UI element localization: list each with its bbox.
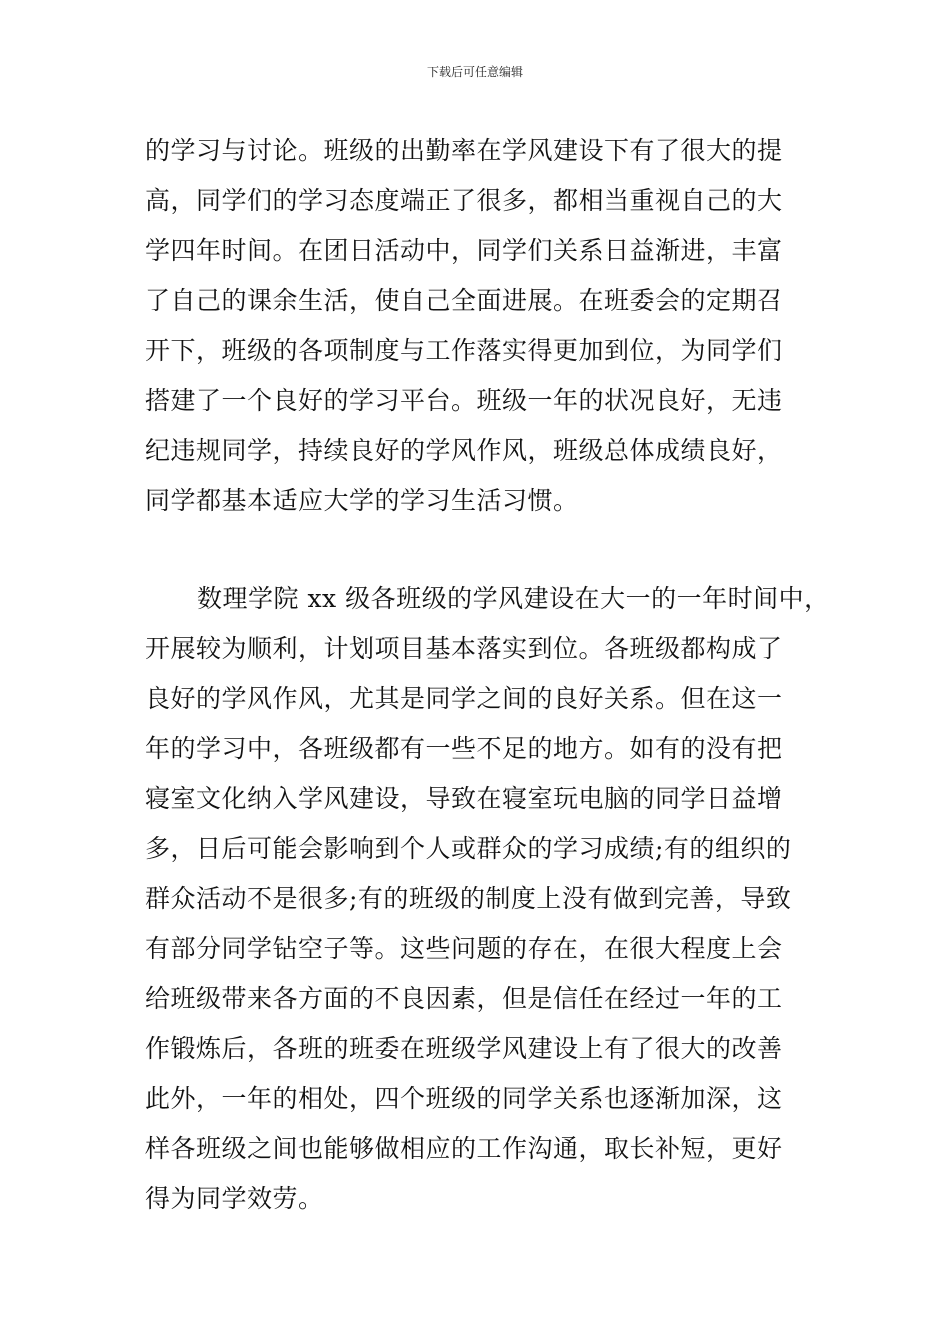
paragraph-2 [145, 574, 830, 1224]
text-line: 数理学院 xx 级各班级的学风建设在大一的一年时间中， [197, 584, 830, 613]
text-line: 了自己的课余生活，使自己全面进展。在班委会的定期召 [145, 286, 783, 315]
text-line: 搭建了一个良好的学习平台。班级一年的状况良好，无违 [145, 386, 783, 415]
text-line: 作锻炼后，各班的班委在班级学风建设上有了很大的改善 [145, 1034, 783, 1063]
text-line: 高，同学们的学习态度端正了很多，都相当重视自己的大 [145, 186, 783, 215]
text-line: 学四年时间。在团日活动中，同学们关系日益渐进，丰富 [145, 236, 783, 265]
text-line: 纪违规同学，持续良好的学风作风，班级总体成绩良好， [145, 436, 783, 465]
text-line: 良好的学风作风，尤其是同学之间的良好关系。但在这一 [145, 684, 783, 713]
page-header: 下载后可任意编辑 [426, 65, 523, 79]
text-line: 得为同学效劳。 [145, 1184, 324, 1213]
paragraph-1 [145, 126, 810, 526]
text-line: 有部分同学钻空子等。这些问题的存在，在很大程度上会 [145, 934, 783, 963]
text-line: 群众活动不是很多;有的班级的制度上没有做到完善，导致 [145, 884, 792, 913]
text-line: 多，日后可能会影响到个人或群众的学习成绩;有的组织的 [145, 834, 792, 863]
text-line: 的学习与讨论。班级的出勤率在学风建设下有了很大的提 [145, 136, 783, 165]
text-line: 年的学习中，各班级都有一些不足的地方。如有的没有把 [145, 734, 783, 763]
text-line: 开下，班级的各项制度与工作落实得更加到位，为同学们 [145, 336, 783, 365]
text-line: 寝室文化纳入学风建设，导致在寝室玩电脑的同学日益增 [145, 784, 783, 813]
text-line: 此外，一年的相处，四个班级的同学关系也逐渐加深，这 [145, 1084, 783, 1113]
text-line: 样各班级之间也能够做相应的工作沟通，取长补短，更好 [145, 1134, 783, 1163]
text-line: 同学都基本适应大学的学习生活习惯。 [145, 486, 579, 515]
text-line: 开展较为顺利，计划项目基本落实到位。各班级都构成了 [145, 634, 783, 663]
text-line: 给班级带来各方面的不良因素，但是信任在经过一年的工 [145, 984, 783, 1013]
